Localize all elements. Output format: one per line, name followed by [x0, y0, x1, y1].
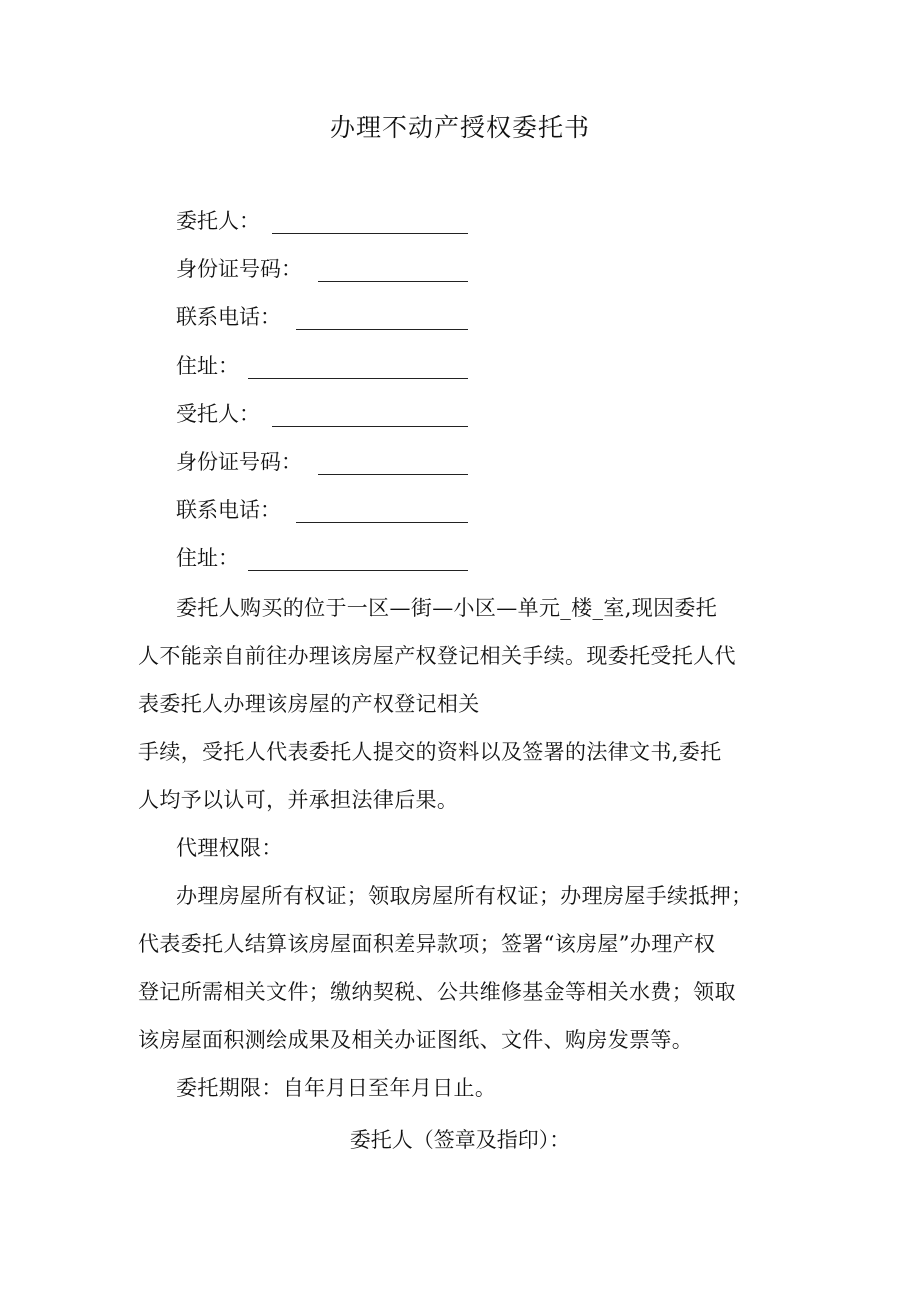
term-line: 委托期限：自年月日至年月日止。	[176, 1076, 497, 1100]
agent-name-field	[176, 397, 476, 445]
principal-address-field	[176, 349, 476, 397]
signature-line: 委托人（签章及指印）：	[349, 1128, 571, 1152]
authority-heading: 代理权限：	[176, 836, 283, 860]
field-label: 住址：	[176, 353, 239, 378]
field-label: 身份证号码：	[176, 257, 302, 282]
blank-line	[272, 426, 468, 427]
paragraph-line: 人不能亲自前往办理该房屋产权登记相关手续。现委托受托人代	[138, 644, 736, 668]
field-label: 委托人：	[176, 209, 260, 233]
document-title: 办理不动产授权委托书	[329, 113, 590, 142]
paragraph-line: 该房屋面积测绘成果及相关办证图纸、文件、购房发票等。	[138, 1028, 694, 1052]
agent-address-field	[176, 541, 476, 589]
blank-line	[272, 233, 468, 234]
field-label: 联系电话：	[176, 305, 281, 330]
party-info-fields	[176, 204, 476, 590]
paragraph-line: 代表委托人结算该房屋面积差异款项；签署“该房屋”办理产权	[138, 932, 716, 956]
blank-line	[296, 522, 468, 523]
field-label: 受托人：	[176, 401, 260, 426]
principal-id-field	[176, 252, 476, 300]
agent-id-field	[176, 445, 476, 493]
principal-phone-field	[176, 300, 476, 348]
paragraph-line: 人均予以认可，并承担法律后果。	[138, 788, 459, 812]
blank-line	[318, 281, 468, 282]
paragraph-line: 办理房屋所有权证；领取房屋所有权证；办理房屋手续抵押；	[176, 884, 753, 908]
principal-name-field	[176, 204, 476, 252]
blank-line	[248, 378, 468, 379]
blank-line	[318, 474, 468, 475]
field-label: 身份证号码：	[176, 449, 302, 474]
agent-phone-field	[176, 493, 476, 541]
paragraph-line: 表委托人办理该房屋的产权登记相关	[138, 692, 480, 716]
blank-line	[248, 570, 468, 571]
paragraph-line: 委托人购买的位于一区—街—小区—单元_楼_室,现因委托	[176, 596, 718, 620]
paragraph-line: 登记所需相关文件；缴纳契税、公共维修基金等相关水费；领取	[138, 980, 736, 1004]
field-label: 联系电话：	[176, 498, 281, 523]
field-label: 住址：	[176, 546, 239, 571]
paragraph-line: 手续，受托人代表委托人提交的资料以及签署的法律文书,委托	[138, 740, 722, 764]
blank-line	[296, 329, 468, 330]
